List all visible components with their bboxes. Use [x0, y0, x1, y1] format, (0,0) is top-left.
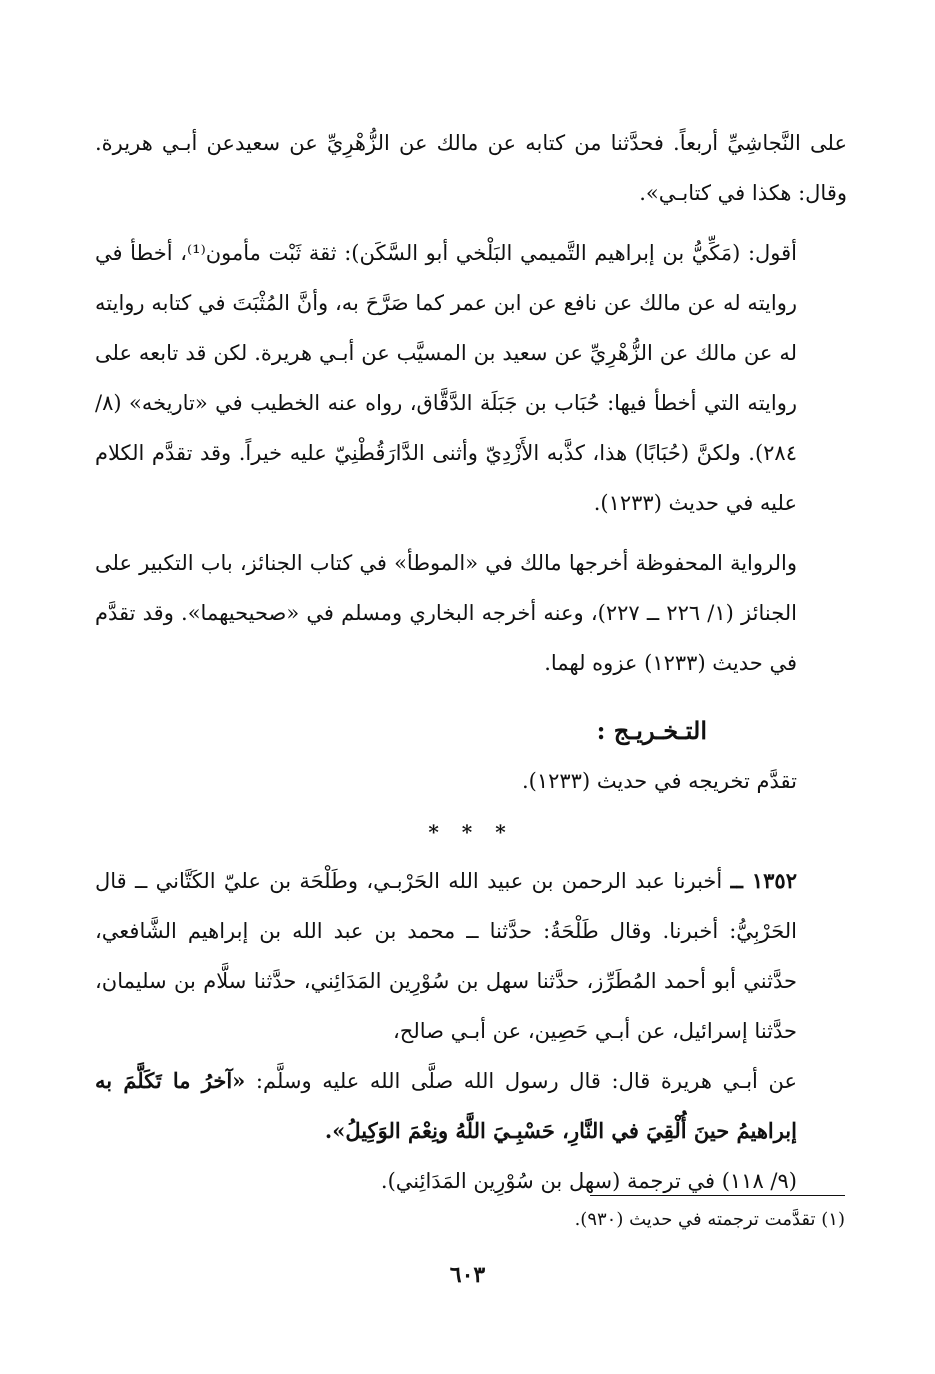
takhrij-heading: التـخـريـج :: [596, 716, 707, 745]
takhrij-text: تقدَّم تخريجه في حديث (١٢٣٣).: [521, 769, 797, 793]
hadith-source: (٩/ ١١٨) في ترجمة (سهل بن سُوْرِين المَدَائِني).: [380, 1169, 797, 1193]
paragraph-1: على النَّجاشِيِّ أربعاً. فحدَّثنا من كتابه عن مالك عن الزُّهْرِيِّ عن سعيدعن أبـي هريرة. وقال: هكذا في كتابـي».: [95, 131, 847, 205]
section-separator: * * *: [428, 820, 514, 844]
footnote-divider: [590, 1195, 845, 1196]
page-body: [95, 118, 847, 1206]
hadith-matn-intro: عن أبـي هريرة قال: قال رسول الله صلَّى الله عليه وسلَّم:: [255, 1069, 797, 1093]
hadith-isnad-text: أخبرنا عبد الرحمن بن عبيد الله الحَرْبـي، وطَلْحَة بن عليّ الكَتَّاني ــ قال الحَرْبِيُّ: أخبرنا. وقال طَلْحَةُ: حدَّثنا ــ محمد بن عبد الله بن إبراهيم الشَّافعي، حدَّثني أبو أحمد المُطَرِّز، حدَّثنا سهل بن سُوْرِين المَدَائِني، حدَّثنا سلَّام بن سليمان، حدَّثنا إسرائيل، عن أبـي حَصِين، عن أبـي صالح،: [95, 869, 797, 1043]
hadith-matn: «آخرُ ما تَكَلَّمَ به إبراهيمُ حينَ أُلْقِيَ في النَّارِ، حَسْبِـيَ اللَّهُ ونِعْمَ الوَكِيلُ».: [95, 1068, 797, 1143]
footnote: (١) تقدَّمت ترجمته في حديث (٩٣٠).: [574, 1209, 845, 1230]
page-number: ٦٠٣: [449, 1262, 486, 1288]
paragraph-2: أقول: (مَكِّيُّ بن إبراهيم التَّميمي البَلْخي أبو السَّكَن): ثقة ثَبْت مأمون⁽¹⁾، أخطأ في روايته له عن مالك عن نافع عن ابن عمر كما صَرَّحَ به، وأنَّ المُثْبَتَ في كتابه روايته له عن مالك عن الزُّهْرِيِّ عن سعيد بن المسيَّب عن أبـي هريرة. لكن قد تابعه على روايته التي أخطأ فيها: حُبَاب بن جَبَلَة الدَّقَّاق، رواه عنه الخطيب في «تاريخه» (٨/ ٢٨٤). ولكنَّ (حُبَابًا) هذا، كذَّبه الأَزْدِيّ وأثنى الدَّارَقُطْنِيّ عليه خيراً. وقد تقدَّم الكلام عليه في حديث (١٢٣٣).: [95, 241, 797, 515]
hadith-matn-paragraph: [95, 1056, 847, 1156]
hadith-isnad: [95, 856, 847, 1056]
paragraph-3: والرواية المحفوظة أخرجها مالك في «الموطأ» في كتاب الجنائز، باب التكبير على الجنائز (١/ ٢٢٦ ــ ٢٢٧)، وعنه أخرجه البخاري ومسلم في «صحيحيهما». وقد تقدَّم في حديث (١٢٣٣) عزوه لهما.: [95, 551, 797, 675]
hadith-number: ١٣٥٢ ــ: [730, 868, 797, 893]
